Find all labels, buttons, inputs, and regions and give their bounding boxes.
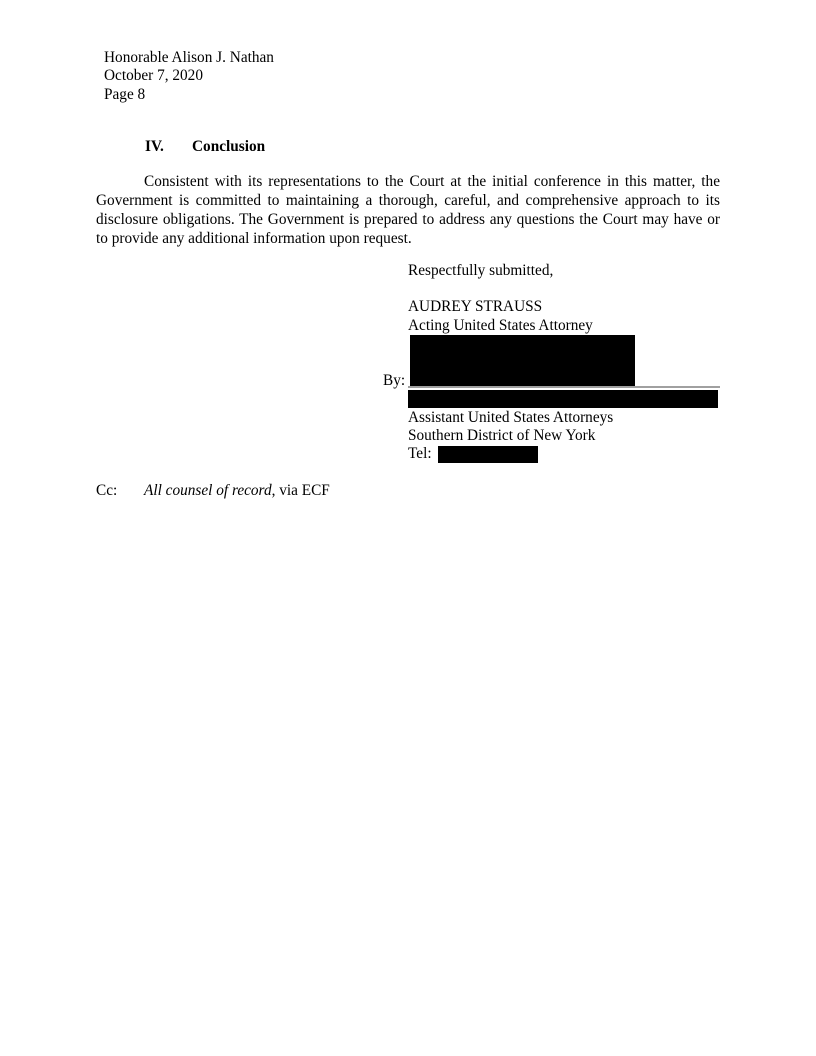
redacted-signature-block	[410, 335, 635, 386]
cc-recipients-italic: All counsel of record	[144, 482, 272, 499]
attorney-role: Assistant United States Attorneys	[408, 409, 614, 426]
header-page-number: Page 8	[104, 86, 146, 103]
by-label: By:	[383, 372, 406, 389]
redacted-telephone-number	[438, 446, 538, 463]
cc-recipients	[144, 482, 330, 500]
cc-label: Cc:	[96, 482, 118, 499]
section-heading: Conclusion	[192, 138, 266, 155]
telephone-label: Tel:	[408, 445, 432, 462]
redacted-attorney-names	[408, 390, 718, 408]
signatory-title: Acting United States Attorney	[408, 317, 593, 334]
section-number: IV.	[145, 138, 164, 155]
signature-closing: Respectfully submitted,	[408, 262, 554, 279]
attorney-office: Southern District of New York	[408, 427, 596, 444]
cc-via: , via ECF	[271, 482, 330, 499]
conclusion-paragraph: Consistent with its representations to the Court at the initial conference in this matter, the Government is committed to maintaining a thorough, careful, and comprehensive approach to its disclosure obligations. The Government is prepared to address any questions the Court may have or to provide any additional information upon request.	[96, 173, 720, 247]
signatory-name: AUDREY STRAUSS	[408, 298, 543, 315]
signature-line	[408, 386, 720, 388]
header-date: October 7, 2020	[104, 67, 203, 84]
header-recipient: Honorable Alison J. Nathan	[104, 49, 274, 66]
